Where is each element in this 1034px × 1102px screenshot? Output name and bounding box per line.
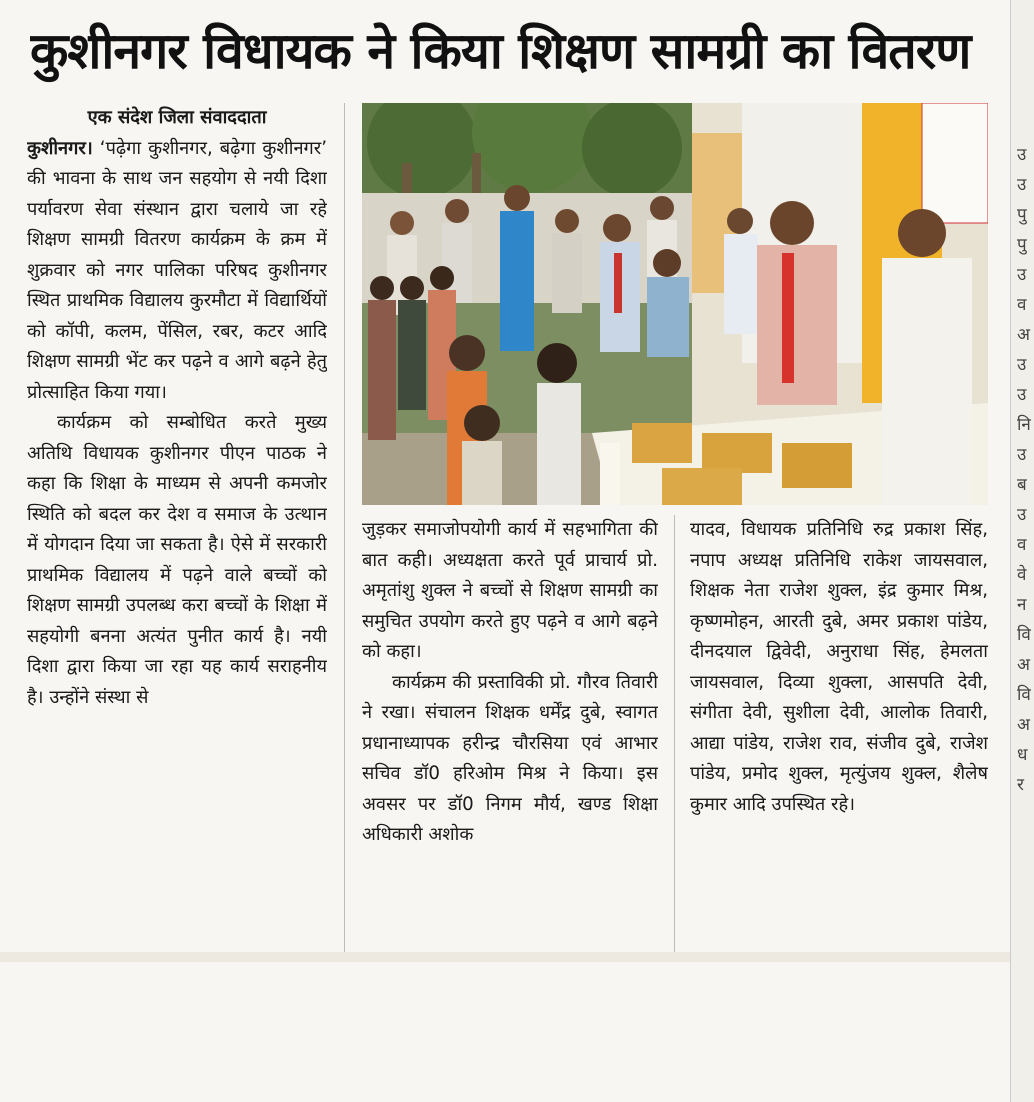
adjacent-article-fragment: उ <box>1017 505 1027 525</box>
event-photo <box>362 103 988 505</box>
adjacent-article-fragment: अ <box>1017 325 1030 345</box>
article-column-1 <box>27 103 327 953</box>
byline: एक संदेश जिला संवाददाता <box>87 107 267 128</box>
photo-illustration <box>362 103 988 505</box>
adjacent-article-fragment: उ <box>1017 385 1027 405</box>
adjacent-article-fragment: व <box>1017 535 1027 555</box>
adjacent-article-fragment: उ <box>1017 265 1027 285</box>
article-paragraph-1 <box>27 134 327 409</box>
page-bottom-edge <box>0 952 1010 962</box>
article-column-3 <box>690 515 988 955</box>
adjacent-article-fragment: वि <box>1017 625 1031 645</box>
adjacent-article-fragment: नि <box>1017 415 1031 435</box>
article-paragraph-3: जुड़कर समाजोपयोगी कार्य में सहभागिता की बात कही। अध्यक्षता करते पूर्व प्राचार्य प्रो. अमृतांशु शुक्ल ने बच्चों से शिक्षण सामग्री का समुचित उपयोग करते हुए पढ़ने व आगे बढ़ने को कहा। <box>362 519 658 662</box>
adjacent-article-fragment: अ <box>1017 655 1030 675</box>
adjacent-article-fragment: वि <box>1017 685 1031 705</box>
article-paragraph-2: कार्यक्रम को सम्बोधित करते मुख्य अतिथि विधायक कुशीनगर पीएन पाठक ने कहा कि शिक्षा के माध्यम से अपनी कमजोर स्थिति को बदल कर देश व समाज के उत्थान में योगदान दिया जा सकता है। ऐसे में सरकारी प्राथमिक विद्यालय में पढ़ने वाले बच्चों को शिक्षण सामग्री उपलब्ध करा बच्चों के शिक्षा में सहयोगी बनना अत्यंत पुनीत कार्य है। नयी दिशा द्वारा किया जा रहा यह कार्य सराहनीय है। उन्होंने संस्था से <box>27 412 327 708</box>
article-paragraph-4: कार्यक्रम की प्रस्ताविकी प्रो. गौरव तिवारी ने रखा। संचालन शिक्षक धर्मेंद्र दुबे, स्वागत प्रधानाध्यापक हरीन्द्र चौरसिया एवं आभार सचिव डॉ0 हरिओम मिश्र ने किया। इस अवसर पर डॉ0 निगम मौर्य, खण्ड शिक्षा अधिकारी अशोक <box>362 671 658 845</box>
adjacent-article-fragment: न <box>1017 595 1027 615</box>
adjacent-article-fragment: वे <box>1017 565 1027 585</box>
column-divider <box>344 103 345 953</box>
adjacent-article-fragment: पु <box>1017 235 1027 255</box>
adjacent-article-fragment: उ <box>1017 445 1027 465</box>
dateline: कुशीनगर। <box>27 137 93 159</box>
adjacent-article-fragment: उ <box>1017 175 1027 195</box>
adjacent-article-fragment: ब <box>1017 475 1027 495</box>
adjacent-article-edge <box>1010 0 1034 1102</box>
adjacent-article-fragment: ध <box>1017 745 1028 765</box>
article-paragraph-5: यादव, विधायक प्रतिनिधि रुद्र प्रकाश सिंह, नपाप अध्यक्ष प्रतिनिधि राकेश जायसवाल, शिक्षक नेता राजेश शुक्ल, इंद्र कुमार मिश्र, कृष्णमोहन, आरती दुबे, अमर प्रकाश पांडेय, दीनदयाल द्विवेदी, अनुराधा सिंह, हेमलता जायसवाल, दिव्या शुक्ला, आसपति देवी, संगीता देवी, सुशीला देवी, आलोक तिवारी, आद्या पांडेय, राजेश राव, संजीव दुबे, राजेश पांडेय, प्रमोद शुक्ल, मृत्युंजय शुक्ल, शैलेष कुमार आदि उपस्थित रहे। <box>690 519 988 815</box>
headline: कुशीनगर विधायक ने किया शिक्षण सामग्री का वितरण <box>30 22 971 80</box>
paragraph-1-text: ‘पढ़ेगा कुशीनगर, बढ़ेगा कुशीनगर’ की भावना के साथ जन सहयोग से नयी दिशा पर्यावरण सेवा संस्थान द्वारा चलाये जा रहे शिक्षण सामग्री वितरण कार्यक्रम के क्रम में शुक्रवार को नगर पालिका परिषद कुशीनगर स्थित प्राथमिक विद्यालय कुरमौटा में विद्यार्थियों को कॉपी, कलम, पेंसिल, रबर, कटर आदि शिक्षण सामग्री भेंट कर पढ़ने व आगे बढ़ने हेतु प्रोत्साहित किया गया। <box>27 137 327 403</box>
adjacent-article-fragment: उ <box>1017 145 1027 165</box>
adjacent-article-fragment: र <box>1017 775 1024 795</box>
adjacent-article-fragment: उ <box>1017 355 1027 375</box>
adjacent-article-fragment: पु <box>1017 205 1027 225</box>
adjacent-article-fragment: व <box>1017 295 1027 315</box>
article-column-2 <box>362 515 658 955</box>
column-divider <box>674 515 675 953</box>
adjacent-article-fragment: अ <box>1017 715 1030 735</box>
